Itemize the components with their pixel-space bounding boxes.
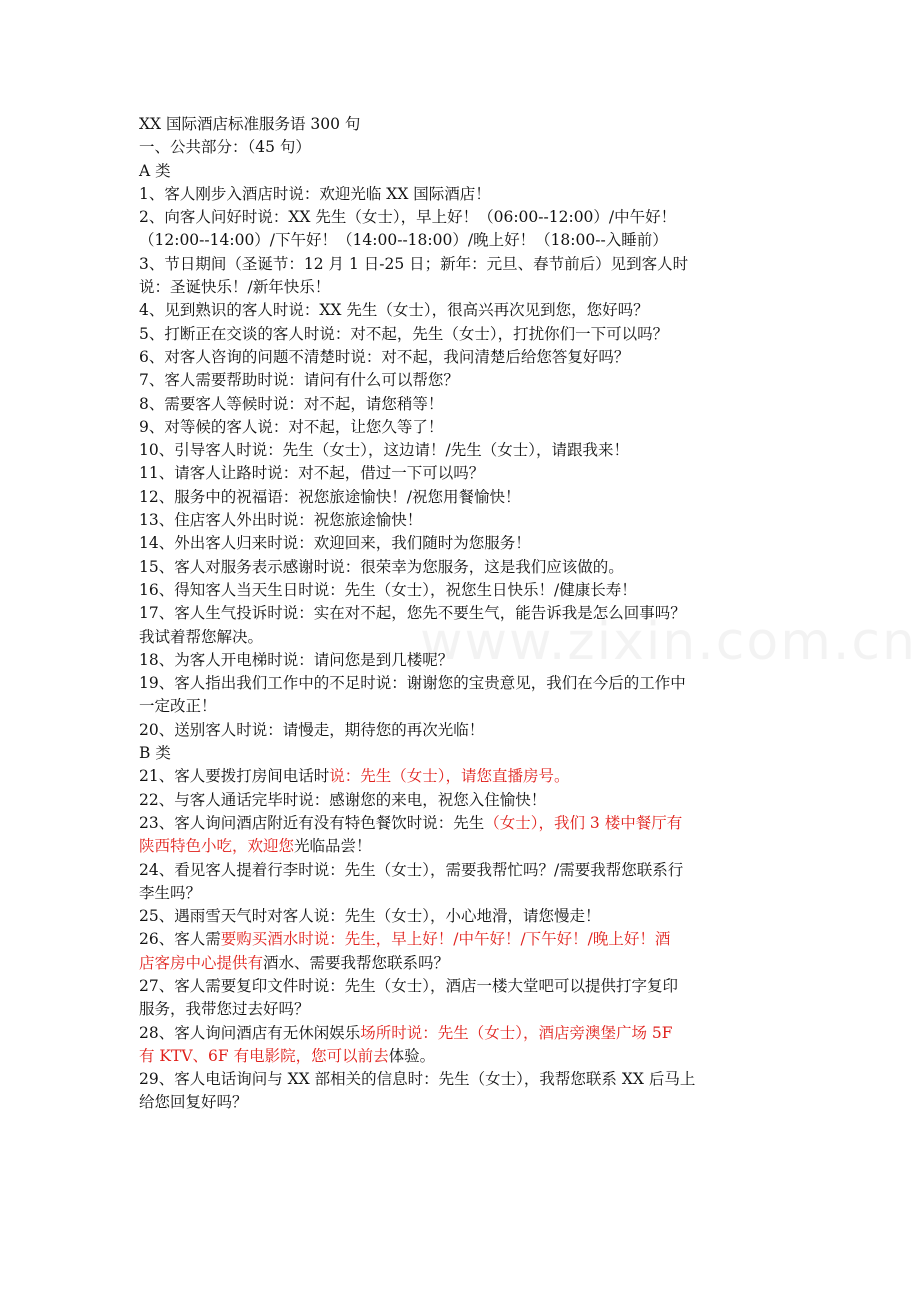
section-heading: 一、公共部分：（45 句） bbox=[139, 138, 311, 157]
text-segment: 酒水、需要我帮您联系吗？ bbox=[263, 953, 450, 972]
text-segment: 21、客人要拨打房间电话时 bbox=[139, 767, 330, 786]
text-segment: 4、见到熟识的客人时说：XX 先生（女士），很高兴再次见到您，您好吗？ bbox=[139, 301, 649, 320]
text-line bbox=[139, 369, 782, 392]
text-line bbox=[139, 602, 782, 625]
text-segment: 17、客人生气投诉时说：实在对不起，您先不要生气，能告诉我是怎么回事吗？ bbox=[139, 604, 686, 623]
text-line bbox=[139, 276, 782, 299]
text-segment: 23、客人询问酒店附近有没有特色餐饮时说：先生 bbox=[139, 813, 485, 832]
text-segment: 24、看见客人提着行李时说：先生（女士），需要我帮忙吗？/需要我帮您联系行 bbox=[139, 860, 684, 879]
text-segment: 10、引导客人时说：先生（女士），这边请！/先生（女士），请跟我来！ bbox=[139, 441, 629, 460]
text-line bbox=[139, 253, 782, 276]
text-line bbox=[139, 626, 782, 649]
text-line bbox=[139, 579, 782, 602]
text-segment: 29、客人电话询问与 XX 部相关的信息时：先生（女士），我帮您联系 XX 后马上 bbox=[139, 1070, 696, 1089]
text-line bbox=[139, 882, 782, 905]
text-line bbox=[139, 439, 782, 462]
category-b-list bbox=[139, 765, 782, 1114]
text-line bbox=[139, 1045, 782, 1068]
text-segment: 3、节日期间（圣诞节：12 月 1 日-25 日；新年：元旦、春节前后）见到客人时 bbox=[139, 254, 689, 273]
text-segment: 说：圣诞快乐！/新年快乐！ bbox=[139, 278, 331, 297]
text-line bbox=[139, 462, 782, 485]
document-title: XX 国际酒店标准服务语 300 句 bbox=[139, 115, 361, 133]
text-line bbox=[139, 323, 782, 346]
text-line bbox=[139, 695, 782, 718]
text-line bbox=[139, 183, 782, 206]
text-line bbox=[139, 649, 782, 672]
text-line bbox=[139, 859, 782, 882]
text-line bbox=[139, 952, 782, 975]
text-line bbox=[139, 416, 782, 439]
text-line bbox=[139, 905, 782, 928]
text-segment: 1、客人刚步入酒店时说：欢迎光临 XX 国际酒店！ bbox=[139, 184, 491, 203]
text-line bbox=[139, 835, 782, 858]
text-segment: 8、需要客人等候时说：对不起，请您稍等！ bbox=[139, 394, 444, 413]
text-line bbox=[139, 975, 782, 998]
text-line bbox=[139, 928, 782, 951]
text-segment: 9、对等候的客人说：对不起，让您久等了！ bbox=[139, 417, 444, 436]
category-a-heading: A 类 bbox=[139, 161, 171, 180]
text-line bbox=[139, 672, 782, 695]
text-segment: 13、住店客人外出时说：祝您旅途愉快！ bbox=[139, 511, 423, 530]
text-segment: 我试着帮您解决。 bbox=[139, 627, 264, 646]
text-segment: 20、送别客人时说：请慢走，期待您的再次光临！ bbox=[139, 720, 485, 739]
text-segment: 16、得知客人当天生日时说：先生（女士），祝您生日快乐！/健康长寿！ bbox=[139, 580, 637, 599]
text-segment: 18、为客人开电梯时说：请问您是到几楼呢？ bbox=[139, 650, 454, 669]
highlighted-text: 陕西特色小吃，欢迎您 bbox=[139, 837, 295, 856]
highlighted-text: 场所时说：先生（女士），酒店旁澳堡广场 5F bbox=[360, 1023, 673, 1042]
text-line bbox=[139, 299, 782, 322]
text-segment: 12、服务中的祝福语：祝您旅途愉快！/祝您用餐愉快！ bbox=[139, 487, 521, 506]
text-line bbox=[139, 1091, 782, 1114]
text-line bbox=[139, 532, 782, 555]
text-segment: 给您回复好吗？ bbox=[139, 1093, 248, 1112]
highlighted-text: 店客房中心提供有 bbox=[139, 953, 264, 972]
text-line bbox=[139, 789, 782, 812]
highlighted-text: 要购买酒水时说：先生，早上好！/中午好！/下午好！/晚上好！酒 bbox=[220, 930, 671, 949]
text-segment: 服务，我带您过去好吗？ bbox=[139, 1000, 310, 1019]
text-segment: 6、对客人咨询的问题不清楚时说：对不起，我问清楚后给您答复好吗？ bbox=[139, 347, 630, 366]
text-line bbox=[139, 486, 782, 509]
text-line bbox=[139, 346, 782, 369]
category-b-heading: B 类 bbox=[139, 744, 171, 763]
text-segment: 5、打断正在交谈的客人时说：对不起，先生（女士），打扰你们一下可以吗？ bbox=[139, 324, 669, 343]
text-segment: 一定改正！ bbox=[139, 697, 217, 716]
text-segment: 27、客人需要复印文件时说：先生（女士），酒店一楼大堂吧可以提供打字复印 bbox=[139, 976, 678, 995]
text-segment: 22、与客人通话完毕时说：感谢您的来电，祝您入住愉快！ bbox=[139, 790, 547, 809]
text-line bbox=[139, 812, 782, 835]
text-segment: 光临品尝！ bbox=[294, 837, 372, 856]
text-segment: 体验。 bbox=[388, 1046, 436, 1065]
text-line bbox=[139, 765, 782, 788]
category-a-list bbox=[139, 183, 782, 742]
document-body bbox=[139, 113, 782, 1115]
text-segment: （12:00--14:00）/下午好！（14:00--18:00）/晚上好！（18:00--入睡前） bbox=[139, 231, 668, 250]
text-segment: 11、请客人让路时说：对不起，借过一下可以吗？ bbox=[139, 464, 485, 483]
text-line bbox=[139, 1022, 782, 1045]
text-segment: 7、客人需要帮助时说：请问有什么可以帮您？ bbox=[139, 371, 459, 390]
watermark-text: www.zixin.com.cn bbox=[420, 612, 917, 672]
text-line bbox=[139, 1068, 782, 1091]
text-line bbox=[139, 509, 782, 532]
text-segment: 2、向客人问好时说：XX 先生（女士），早上好！（06:00--12:00）/中午好！ bbox=[139, 208, 677, 227]
text-line bbox=[139, 393, 782, 416]
text-segment: 14、外出客人归来时说：欢迎回来，我们随时为您服务！ bbox=[139, 534, 531, 553]
highlighted-text: （女士），我们 3 楼中餐厅有 bbox=[484, 813, 683, 832]
text-segment: 25、遇雨雪天气时对客人说：先生（女士），小心地滑，请您慢走！ bbox=[139, 907, 601, 926]
text-line bbox=[139, 719, 782, 742]
text-line bbox=[139, 229, 782, 252]
text-segment: 15、客人对服务表示感谢时说：很荣幸为您服务，这是我们应该做的。 bbox=[139, 557, 624, 576]
highlighted-text: 说：先生（女士），请您直播房号。 bbox=[329, 767, 570, 786]
text-segment: 26、客人需 bbox=[139, 930, 221, 949]
text-line bbox=[139, 206, 782, 229]
highlighted-text: 有 KTV、6F 有电影院，您可以前去 bbox=[139, 1046, 389, 1065]
text-segment: 28、客人询问酒店有无休闲娱乐 bbox=[139, 1023, 361, 1042]
text-segment: 19、客人指出我们工作中的不足时说：谢谢您的宝贵意见，我们在今后的工作中 bbox=[139, 674, 686, 693]
text-line bbox=[139, 998, 782, 1021]
text-line bbox=[139, 556, 782, 579]
text-segment: 李生吗？ bbox=[139, 883, 202, 902]
